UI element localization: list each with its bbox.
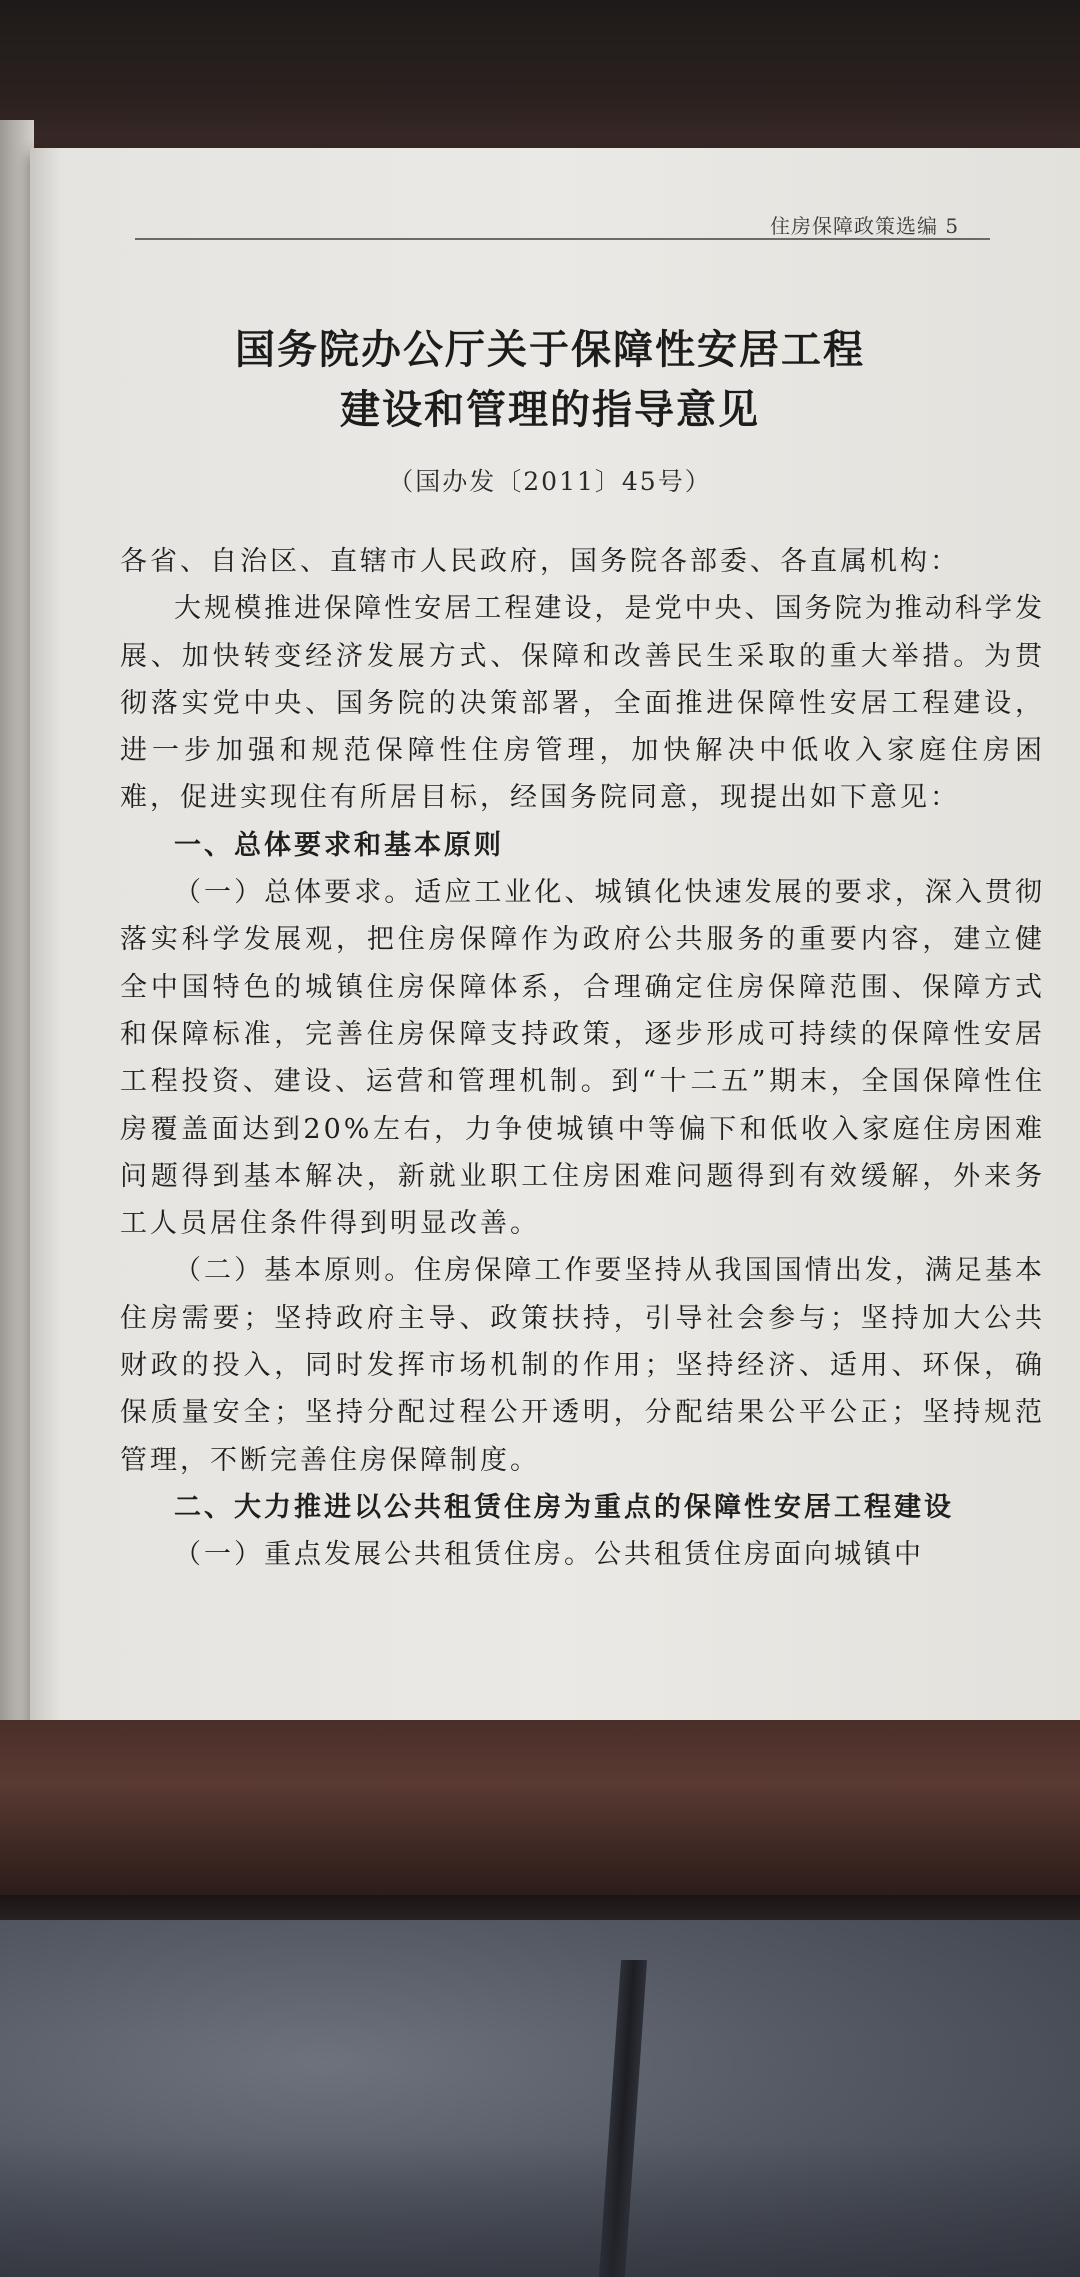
title-line-1: 国务院办公厅关于保障性安居工程 [235, 327, 865, 373]
background-top [0, 0, 1080, 150]
salutation: 各省、自治区、直辖市人民政府，国务院各部委、各直属机构： [120, 546, 960, 577]
facing-page-edge [0, 120, 34, 1760]
paragraph-general-requirements: （一）总体要求。适应工业化、城镇化快速发展的要求，深入贯彻落实科学发展观，把住房保障作为政府公共服务的重要内容，建立健全中国特色的城镇住房保障体系，合理确定住房保障范围、保障方式和保障标准，完善住房保障支持政策，逐步形成可持续的保障性安居工程投资、建设、运营和管理机制。到“十二五”期末，全国保障性住房覆盖面达到20%左右，力争使城镇中等偏下和低收入家庭住房困难问题得到基本解决，新就业职工住房困难问题得到有效缓解，外来务工人员居住条件得到明显改善。 [120, 877, 1045, 1240]
paragraph-basic-principles: （二）基本原则。住房保障工作要坚持从我国国情出发，满足基本住房需要；坚持政府主导、政策扶持，引导社会参与；坚持加大公共财政的投入，同时发挥市场机制的作用；坚持经济、适用、环保，确保质量安全；坚持分配过程公开透明，分配结果公平公正；坚持规范管理，不断完善住房保障制度。 [120, 1255, 1045, 1476]
fabric-shadow [0, 2140, 1080, 2277]
document-title [120, 320, 980, 440]
section-heading-2: 二、大力推进以公共租赁住房为重点的保障性安居工程建设 [174, 1491, 954, 1523]
body-text [120, 538, 1045, 1579]
title-line-2: 建设和管理的指导意见 [340, 387, 760, 433]
header-rule [135, 238, 990, 240]
table-surface [0, 1720, 1080, 1900]
document-number: （国办发〔2011〕45号） [388, 467, 712, 496]
running-head: 住房保障政策选编 5 [770, 214, 960, 238]
section-heading-1: 一、总体要求和基本原则 [174, 829, 504, 861]
paragraph-intro: 大规模推进保障性安居工程建设，是党中央、国务院为推动科学发展、加快转变经济发展方式、保障和改善民生采取的重大举措。为贯彻落实党中央、国务院的决策部署，全面推进保障性安居工程建设，进一步加强和规范保障性住房管理，加快解决中低收入家庭住房困难，促进实现住有所居目标，经国务院同意，现提出如下意见： [120, 593, 1045, 814]
paragraph-public-rental: （一）重点发展公共租赁住房。公共租赁住房面向城镇中 [174, 1539, 924, 1571]
